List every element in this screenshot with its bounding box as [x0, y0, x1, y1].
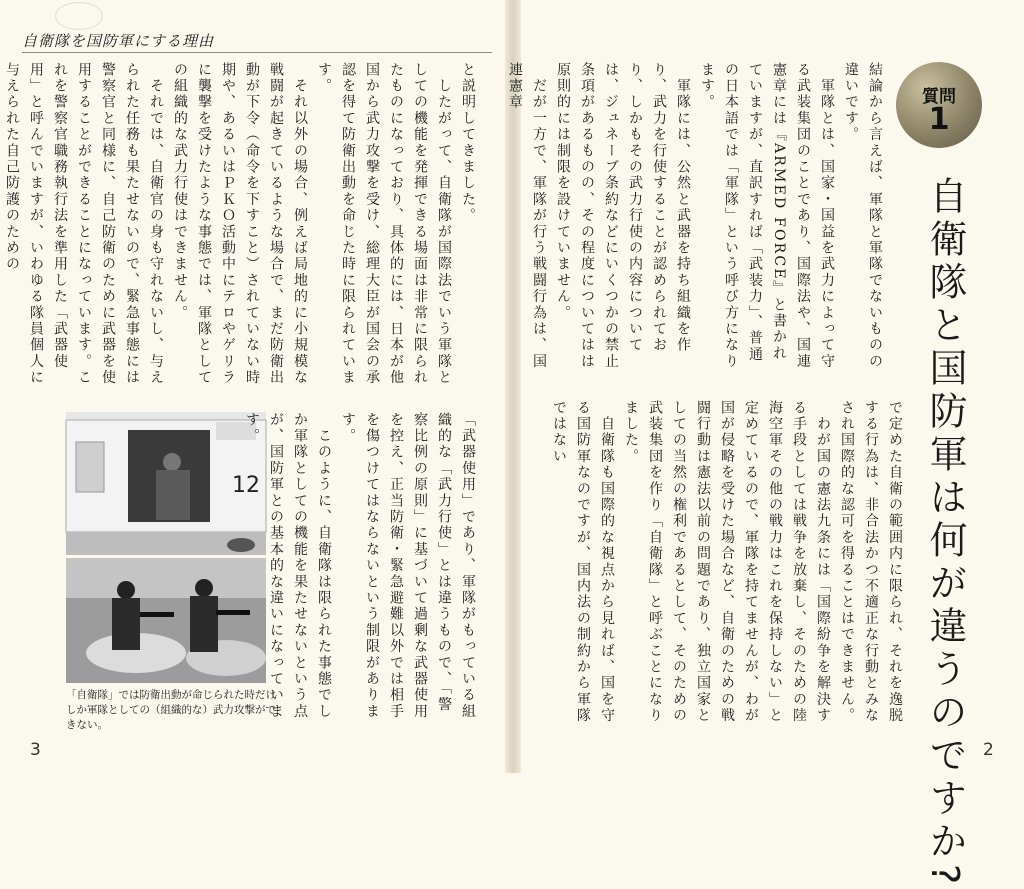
left-page-lower-text: 「武器使用」であり、軍隊がもっている組織的な「武力行使」とは違うもので、「警察比例の原則」に基づいて過剰な武器使用を控え、正当防衛・緊急避難以外では相手を傷つけてはならないという制限があります。 このように、自衛隊は限られた事態でしか軍隊としての機能を果たせないという点が、国防軍との基本的な違いになっています。 — [244, 412, 476, 720]
left-page — [0, 0, 505, 773]
chapter-title: 自衛隊と国防軍は何が違うのですか? — [923, 176, 967, 889]
photo-caption: 「自衛隊」では防衛出動が命じられた時だけしか軍隊としての（組織的な）武力攻撃ができない。 — [66, 689, 276, 731]
right-page-upper-text: 結論から言えば、軍隊と軍隊でないものの違いです。 軍隊とは、国家・国益を武力によって守る武装集団のことであり、国際法や、国連憲章には『ARMED FORCE』と書かれていますが、直訳すれば「武装力」、普通の日本語では「軍隊」という呼び方になります。 軍隊には、公然と武器を持ち組織を作り、武力を行使することが認められており、しかもその武力行使の内容については、ジュネーブ条約などにいくつかの禁止条項があるものの、その程度についてはは原則的には制限を設けていません。 だが一方で、軍隊が行う戦闘行為は、国連憲章 — [507, 62, 883, 370]
right-page-lower-text: で定めた自衛の範囲内に限られ、それを逸脱する行為は、非合法かつ不適正な行動とみなされ国際的な認可を得ることはできません。 わが国の憲法九条には「国際紛争を解決する手段としては戦争を放棄し、そのための陸海空軍その他の戦力はこれを保持しない」と定めているので、軍隊を持てませんが、わが国が侵略を受けた場合など、自衛のための戦闘行動は憲法以前の問題であり、独立国家としての当然の権利であるとして、そのための武装集団を作り「自衛隊」と呼ぶことになりました。 自衛隊も国際的な視点から見れば、国を守る国防軍なのですが、国内法の制約から軍隊ではない — [551, 400, 903, 724]
soldiers-photo — [66, 558, 266, 683]
question-badge — [896, 62, 982, 148]
helicopter-number: 12 — [232, 473, 260, 498]
header-rule — [22, 52, 492, 53]
corner-mark — [55, 2, 103, 30]
question-label: 質問 — [922, 87, 956, 107]
question-number: 1 — [928, 102, 950, 137]
right-page — [507, 0, 1024, 889]
helicopter-photo — [66, 412, 266, 555]
book-gutter — [505, 0, 521, 773]
running-head: 自衛隊を国防軍にする理由 — [22, 32, 215, 50]
left-page-upper-text: と説明してきました。 したがって、自衛隊が国際法でいう軍隊としての機能を発揮できる場面は非常に限られたものになっており、具体的には、日本が他国から武力攻撃を受け、総理大臣が国会の承認を得て防衛出動を命じた時に限られています。 それ以外の場合、例えば局地的に小規模な戦闘が起きているような場合で、まだ防衛出動が下令（命令を下すこと）されていない時期や、あるいはＰＫＯ活動中にテロやゲリラに襲撃を受けたような事態では、軍隊としての組織的な武力行使はできません。 それでは、自衛官の身も守れないし、与えられた任務も果たせないので、緊急事態には警察官と同様に、自己防衛のために武器を使用することができることになっています。これを警察官職務執行法を準用した「武器使用」と呼んでいますが、いわゆる隊員個人に与えられた自己防護のための — [4, 62, 476, 386]
page-number-right: 2 — [983, 740, 994, 760]
page-number-left: 3 — [30, 740, 41, 760]
